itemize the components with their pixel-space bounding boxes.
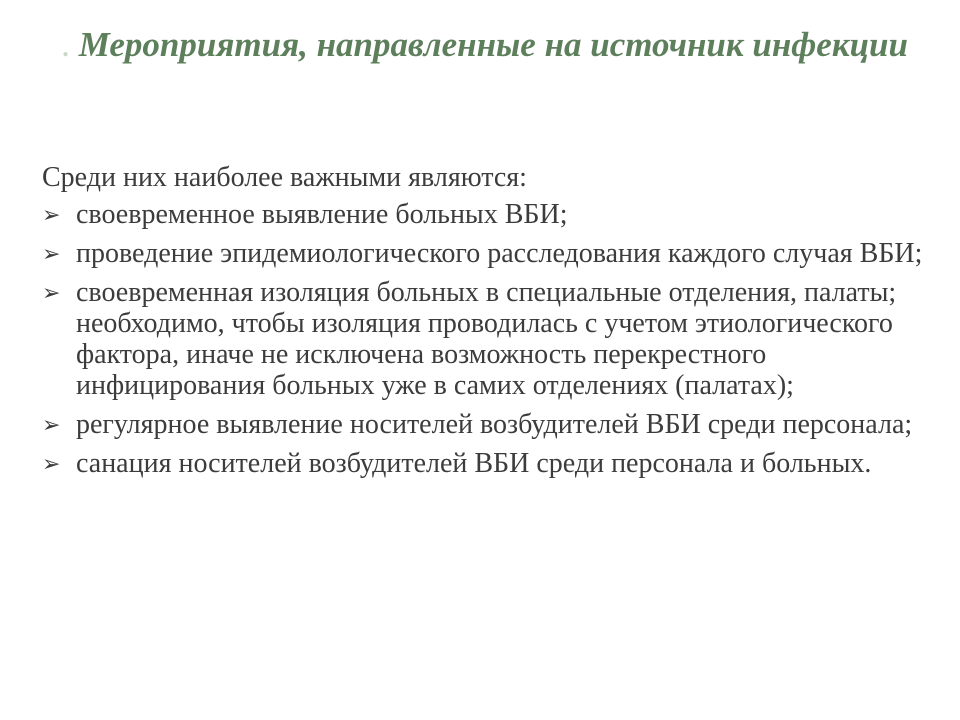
arrow-bullet-icon: ➢ bbox=[42, 412, 61, 437]
arrow-bullet-icon: ➢ bbox=[42, 202, 61, 227]
arrow-bullet-icon: ➢ bbox=[42, 451, 61, 476]
arrow-bullet-icon: ➢ bbox=[42, 280, 61, 305]
arrow-bullet-icon: ➢ bbox=[42, 241, 61, 266]
list-item bbox=[42, 448, 932, 479]
list-item-text: своевременная изоляция больных в специальные отделения, палаты; необходимо, чтобы изоляция проводилась с учетом этиологического фактора, иначе не исключена возможность перекрестного инфицирования больных уже в самих отделениях (палатах); bbox=[76, 277, 897, 401]
title-marker: . bbox=[62, 25, 71, 64]
slide-title bbox=[60, 24, 910, 66]
list-item bbox=[42, 199, 932, 230]
list-item-text: регулярное выявление носителей возбудителей ВБИ среди персонала; bbox=[76, 409, 913, 440]
intro-text: Среди них наиболее важными являются: bbox=[42, 162, 527, 193]
bullet-list bbox=[42, 199, 932, 479]
list-item-text: своевременное выявление больных ВБИ; bbox=[76, 199, 568, 230]
list-item bbox=[42, 409, 932, 440]
list-item-text: санация носителей возбудителей ВБИ среди персонала и больных. bbox=[76, 448, 872, 479]
slide-body bbox=[42, 162, 932, 487]
list-item-text: проведение эпидемиологического расследования каждого случая ВБИ; bbox=[76, 238, 923, 269]
title-text: Мероприятия, направленные на источник инфекции bbox=[78, 25, 908, 64]
list-item bbox=[42, 277, 932, 401]
list-item bbox=[42, 238, 932, 269]
